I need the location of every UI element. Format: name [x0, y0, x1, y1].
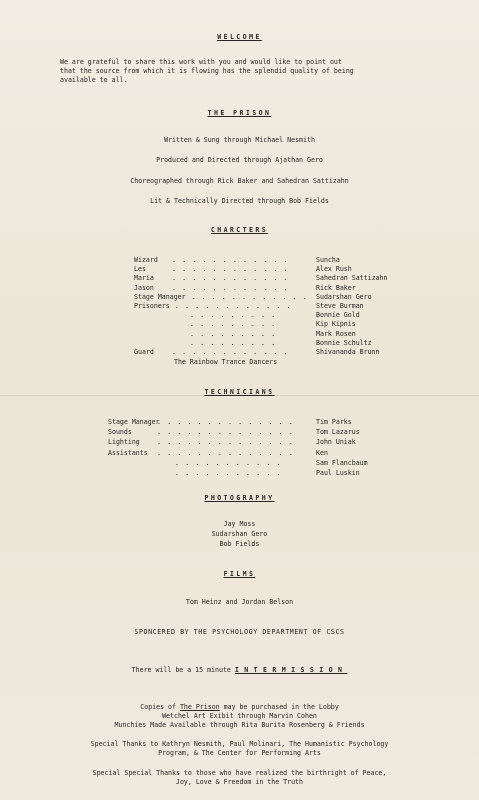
character-name: Rick Baker [316, 283, 356, 292]
photographer-3: Bob Fields [219, 540, 260, 548]
character-name: Bonnie Gold [316, 311, 360, 320]
character-name: Sahedran Sattizahn [316, 274, 388, 283]
character-leader-dots: . . . . . . . . . [190, 329, 277, 338]
welcome-line-1: We are grateful to share this work with you and would like to point out [60, 58, 342, 66]
prison-credit-4: Lit & Technically Directed through Bob Fields [150, 197, 329, 205]
character-role: Les [134, 265, 146, 274]
technician-leader-dots: . . . . . . . . . . . . . . [157, 448, 294, 457]
character-leader-dots: . . . . . . . . . . . . [172, 265, 289, 274]
photographer-1: Jay Moss [223, 520, 256, 528]
technician-role: Assistants [108, 448, 148, 457]
character-name: Mark Rosen [316, 329, 356, 338]
technician-name: Tim Parks [316, 418, 352, 426]
copies-line [0, 703, 479, 712]
technician-leader-dots: . . . . . . . . . . . . . . [157, 428, 294, 437]
characters-heading: CHARCTERS [210, 226, 269, 234]
prison-credit-2: Produced and Directed through Ajathan Gero [156, 156, 323, 164]
technicians-heading: TECHNICIANS [204, 388, 275, 396]
welcome-line-2: that the source from which it is flowing has the splendid quality of being [60, 67, 354, 75]
character-name: Bonnie Schultz [316, 338, 372, 347]
films-heading: FILMS [223, 570, 256, 578]
thanks-line-1: Special Thanks to Kathryn Nesmith, Paul Molinari, The Humanistic Psychology [90, 740, 389, 748]
character-leader-dots: . . . . . . . . . [190, 311, 277, 320]
character-role: Jason [134, 283, 154, 292]
technician-leader-dots: . . . . . . . . . . . . . . [157, 418, 294, 426]
photographer-2: Sudarshan Gero [211, 530, 268, 538]
technician-leader-dots: . . . . . . . . . . . [175, 458, 282, 467]
technician-leader-dots: . . . . . . . . . . . . . . [157, 438, 294, 447]
technician-role: Lighting [108, 438, 140, 447]
films-line: Tom Heinz and Jordan Belson [185, 598, 294, 606]
prison-heading: THE PRISON [207, 109, 272, 117]
photography-heading: PHOTOGRAPHY [204, 494, 275, 502]
special-thanks-line-1: Special Special Thanks to those who have realized the birthright of Peace, [92, 769, 387, 777]
prison-credit-3: Choreographed through Rick Baker and Sahedran Sattizahn [130, 177, 349, 185]
character-name: Shivananda Brunn [316, 348, 380, 356]
technician-name: John Uniak [316, 438, 356, 447]
character-role: Guard [134, 348, 154, 356]
munchies-line: Munchies Made Available through Rita Burita Rosenberg & Friends [114, 721, 365, 729]
character-leader-dots: . . . . . . . . . [190, 338, 277, 347]
welcome-line-3: available to all. [60, 76, 128, 84]
copies-post: may be purchased in the Lobby [219, 703, 339, 711]
technician-role: Sounds [108, 428, 132, 437]
sponsor-line: SPONCERED BY THE PSYCHOLOGY DEPARTMENT OF CSCS [134, 628, 345, 636]
character-name: Alex Rush [316, 265, 352, 274]
character-name: Steve Burman [316, 302, 364, 310]
dancers-line: The Rainbow Trance Dancers [174, 358, 278, 366]
technician-role: Stage Manager [108, 418, 160, 426]
technician-leader-dots: . . . . . . . . . . . [175, 469, 282, 477]
character-leader-dots: . . . . . . . . . . . . [172, 274, 289, 283]
character-leader-dots: . . . . . . . . . . . . [172, 256, 289, 264]
character-leader-dots: . . . . . . . . . . . . [172, 348, 289, 356]
technician-name: Tom Lazarus [316, 428, 360, 437]
character-leader-dots: . . . . . . . . . . . . [172, 283, 289, 292]
character-name: Kip Kipnis [316, 320, 356, 329]
technician-name: Sam Flancbaum [316, 458, 368, 467]
special-thanks-line-2: Joy, Love & Freedom in the Truth [175, 778, 304, 786]
character-role: Prisoners [134, 302, 170, 310]
intermission-line [0, 666, 479, 675]
copies-title: The Prison [179, 703, 220, 711]
intermission-prefix: There will be a 15 minute [131, 666, 231, 674]
technician-name: Paul Luskin [316, 469, 360, 477]
character-leader-dots: . . . . . . . . . . . . [191, 292, 308, 301]
intermission-word: INTERMISSION [234, 666, 348, 674]
technician-name: Ken [316, 448, 328, 457]
thanks-line-2: Program, & The Center for Performing Arts [158, 749, 321, 757]
character-leader-dots: . . . . . . . . . . . . [174, 302, 292, 310]
character-role: Wizard [134, 256, 158, 264]
welcome-heading: WELCOME [217, 33, 262, 41]
prison-credit-1: Written & Sung through Michael Nesmith [164, 136, 315, 144]
character-leader-dots: . . . . . . . . . [190, 320, 277, 329]
art-exhibit-line: Wetchel Art Exibit through Marvin Cohen [162, 712, 317, 720]
character-role: Maria [134, 274, 154, 283]
character-name: Sudarshan Gero [316, 292, 372, 301]
character-name: Suncha [316, 256, 340, 264]
copies-pre: Copies of [140, 703, 180, 711]
character-role: Stage Manager [134, 292, 186, 301]
